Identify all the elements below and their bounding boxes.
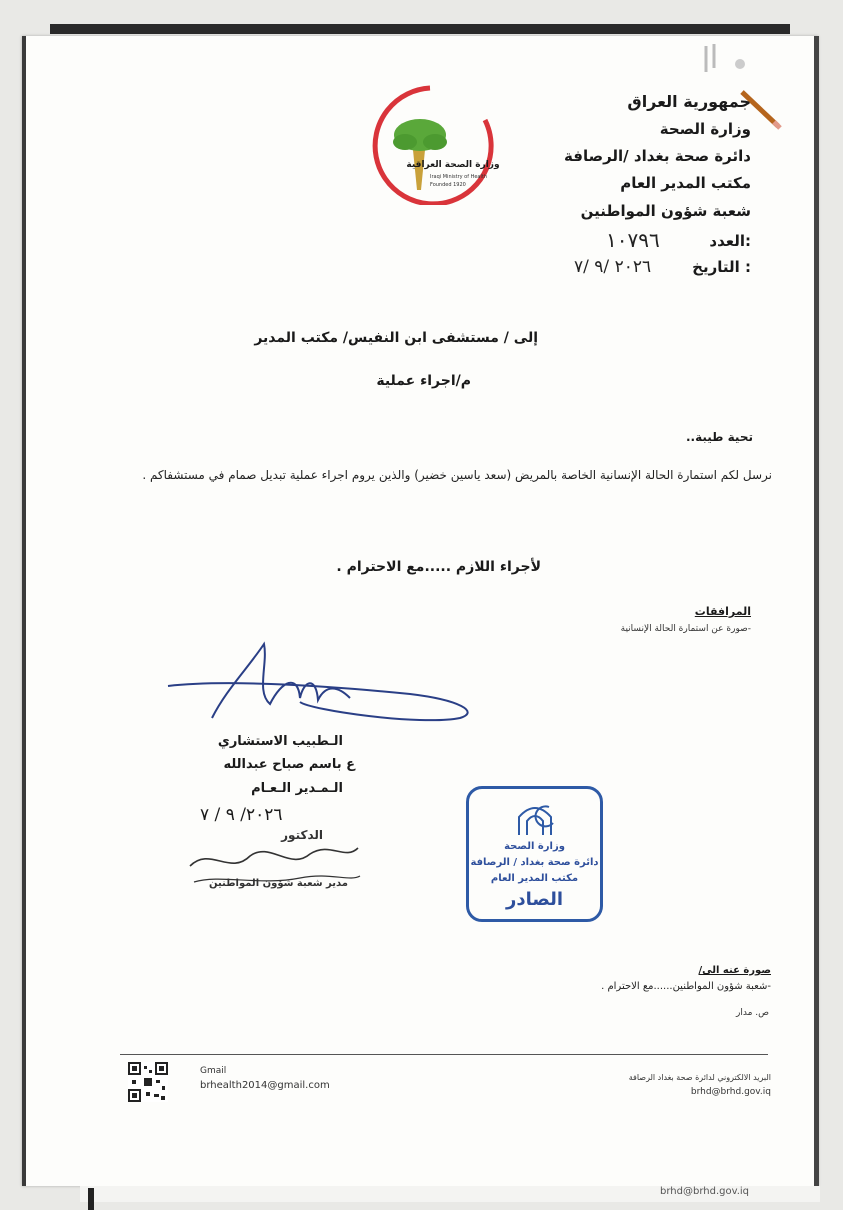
header-number-value: ١٠٧٩٦	[606, 228, 660, 252]
scan-top-edge	[50, 24, 790, 34]
header-country: جمهورية العراق	[627, 92, 751, 111]
letter-closing: لأجراء اللازم .....مع الاحترام .	[336, 559, 541, 575]
stamp-emblem-icon	[513, 799, 557, 839]
letter-recipient: إلى / مستشفى ابن النفيس/ مكتب المدير	[254, 330, 538, 346]
signature-date: ٢٠٢٦/ ٩ / ٧	[200, 805, 283, 825]
copy-item: -شعبة شؤون المواطنين......مع الاحترام .	[601, 981, 771, 992]
second-signature-title: الدكتور	[281, 828, 323, 842]
logo-founded: Founded 1920	[430, 182, 466, 188]
footer-divider	[120, 1054, 768, 1055]
copy-title: صورة عنه الى/	[698, 965, 771, 976]
footer-gmail-label: Gmail	[200, 1066, 227, 1076]
header-number-label: العدد:	[709, 232, 751, 250]
signature-title: الـطبيب الاستشاري	[217, 734, 343, 749]
footer-email: brhd@brhd.gov.iq	[690, 1087, 771, 1097]
paper-clip-icon	[700, 42, 756, 84]
footer-gmail: brhealth2014@gmail.com	[200, 1080, 330, 1091]
signature-name: ع باسم صباح عبدالله	[223, 757, 355, 772]
typist-initials: ص. مدار	[736, 1008, 769, 1018]
stamp-line-directorate: دائرة صحة بغداد / الرصافة	[470, 857, 599, 868]
stamp-line-ministry: وزارة الصحة	[504, 841, 565, 852]
attachments-item: -صورة عن استمارة الحالة الإنسانية	[620, 624, 751, 634]
footer-email-label: البريد الالكتروني لدائرة صحة بغداد الرصافة	[628, 1073, 771, 1082]
handwritten-signature	[160, 640, 490, 730]
scan-right-edge	[814, 36, 819, 1186]
bottom-edge-text: brhd@brhd.gov.iq	[660, 1186, 750, 1197]
header-office: مكتب المدير العام	[620, 174, 751, 192]
second-signature-role: مدير شعبة شؤون المواطنين	[208, 878, 348, 889]
attachments-title: المرافقات	[694, 605, 751, 618]
header-section: شعبة شؤون المواطنين	[580, 202, 751, 220]
header-directorate: دائرة صحة بغداد /الرصافة	[564, 147, 751, 165]
stamp-line-outgoing: الصادر	[505, 889, 564, 910]
header-date-value: ٢٠٢٦ /٩ /٧	[574, 257, 652, 277]
logo-name-ar: وزارة الصحة العراقية	[406, 160, 500, 170]
qr-code-icon	[128, 1062, 168, 1102]
stamp-line-office: مكتب المدير العام	[490, 873, 579, 884]
letter-body: نرسل لكم استمارة الحالة الإنسانية الخاصة بالمريض (سعد ياسين خضير) والذين يروم اجراء عملية تبديل صمام في مستشفاكم .	[142, 468, 772, 482]
header-ministry: وزارة الصحة	[659, 120, 751, 138]
letter-greeting: تحية طيبة..	[685, 430, 753, 444]
header-date-label: التاريخ :	[692, 258, 751, 276]
logo-name-en: Iraqi Ministry of Health	[430, 174, 488, 180]
scan-bottom-mark	[88, 1188, 94, 1210]
letter-subject: م/اجراء عملية	[376, 373, 471, 389]
scan-left-edge	[22, 36, 26, 1186]
signature-role: الـمـدير الـعـام	[251, 781, 343, 796]
official-stamp	[466, 786, 603, 922]
